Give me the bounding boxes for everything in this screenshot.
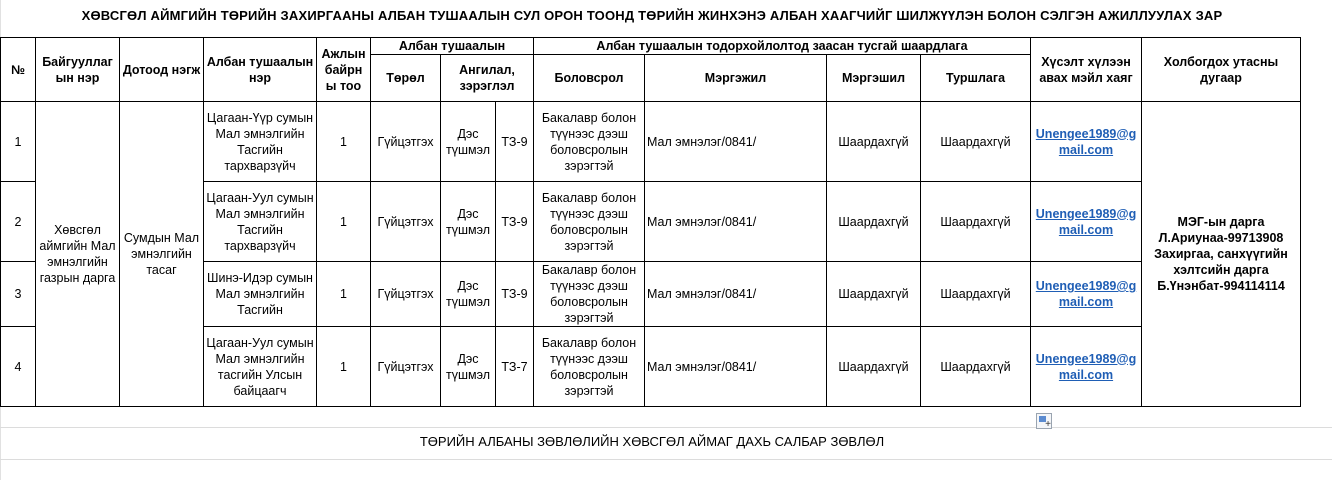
paste-options-icon[interactable] bbox=[1036, 413, 1052, 429]
email-link[interactable]: Unengee1989@gmail.com bbox=[1035, 351, 1137, 382]
header-experience[interactable]: Туршлага bbox=[921, 55, 1031, 102]
count-cell[interactable]: 1 bbox=[317, 327, 371, 407]
row-no[interactable]: 2 bbox=[1, 182, 36, 262]
type-cell[interactable]: Гүйцэтгэх bbox=[371, 182, 441, 262]
grade-cell[interactable]: ТЗ-9 bbox=[496, 262, 534, 327]
contact-line: МЭГ-ын дарга bbox=[1177, 215, 1265, 229]
header-class[interactable]: Ангилал, зэрэглэл bbox=[441, 55, 534, 102]
grade-cell[interactable]: ТЗ-9 bbox=[496, 182, 534, 262]
skill-cell[interactable]: Шаардахгүй bbox=[827, 182, 921, 262]
profession-cell[interactable]: Мал эмнэлэг/0841/ bbox=[645, 102, 827, 182]
class-cell[interactable]: Дэс түшмэл bbox=[441, 327, 496, 407]
header-group-position[interactable]: Албан тушаалын bbox=[371, 38, 534, 55]
gridline bbox=[0, 459, 1332, 460]
vacancy-table bbox=[0, 37, 1301, 407]
header-education[interactable]: Боловсрол bbox=[534, 55, 645, 102]
email-link[interactable]: Unengee1989@gmail.com bbox=[1035, 279, 1137, 309]
type-cell[interactable]: Гүйцэтгэх bbox=[371, 327, 441, 407]
experience-cell[interactable]: Шаардахгүй bbox=[921, 327, 1031, 407]
header-no[interactable]: № bbox=[1, 38, 36, 102]
profession-cell[interactable]: Мал эмнэлэг/0841/ bbox=[645, 262, 827, 327]
header-profession[interactable]: Мэргэжил bbox=[645, 55, 827, 102]
contact-line: Б.Үнэнбат-994114114 bbox=[1157, 279, 1285, 293]
contact-line: Л.Ариунаа-99713908 bbox=[1158, 231, 1284, 245]
email-cell bbox=[1031, 102, 1142, 182]
position-cell[interactable]: Цагаан-Уул сумын Мал эмнэлгийн Тасгийн тархварзүйч bbox=[204, 182, 317, 262]
header-position[interactable]: Албан тушаалын нэр bbox=[204, 38, 317, 102]
contact-line: Захиргаа, санхүүгийн хэлтсийн дарга bbox=[1154, 247, 1288, 277]
row-no[interactable]: 1 bbox=[1, 102, 36, 182]
skill-cell[interactable]: Шаардахгүй bbox=[827, 327, 921, 407]
header-phone[interactable]: Холбогдох утасны дугаар bbox=[1142, 38, 1301, 102]
class-cell[interactable]: Дэс түшмэл bbox=[441, 182, 496, 262]
count-cell[interactable]: 1 bbox=[317, 262, 371, 327]
count-cell[interactable]: 1 bbox=[317, 102, 371, 182]
education-cell[interactable]: Бакалавр болон түүнээс дээш боловсролын зэрэгтэй bbox=[534, 102, 645, 182]
education-cell[interactable]: Бакалавр болон түүнээс дээш боловсролын зэрэгтэй bbox=[534, 327, 645, 407]
header-type[interactable]: Төрөл bbox=[371, 55, 441, 102]
email-cell bbox=[1031, 182, 1142, 262]
row-no[interactable]: 3 bbox=[1, 262, 36, 327]
grade-cell[interactable]: ТЗ-7 bbox=[496, 327, 534, 407]
header-count[interactable]: Ажлын байрн ы тоо bbox=[317, 38, 371, 102]
class-cell[interactable]: Дэс түшмэл bbox=[441, 102, 496, 182]
plus-icon: + bbox=[1045, 419, 1051, 430]
profession-cell[interactable]: Мал эмнэлэг/0841/ bbox=[645, 182, 827, 262]
table-row bbox=[1, 102, 1301, 182]
footer-council[interactable]: ТӨРИЙН АЛБАНЫ ЗӨВЛӨЛИЙН ХӨВСГӨЛ АЙМАГ ДАХЬ САЛБАР ЗӨВЛӨЛ bbox=[419, 434, 885, 449]
type-cell[interactable]: Гүйцэтгэх bbox=[371, 102, 441, 182]
email-cell bbox=[1031, 262, 1142, 327]
row-no[interactable]: 4 bbox=[1, 327, 36, 407]
education-cell[interactable]: Бакалавр болон түүнээс дээш боловсролын зэрэгтэй bbox=[534, 182, 645, 262]
position-cell[interactable]: Шинэ-Идэр сумын Мал эмнэлгийн Тасгийн bbox=[204, 262, 317, 327]
email-cell bbox=[1031, 327, 1142, 407]
org-name-cell[interactable]: Хөвсгөл аймгийн Мал эмнэлгийн газрын дарга bbox=[36, 102, 120, 407]
experience-cell[interactable]: Шаардахгүй bbox=[921, 262, 1031, 327]
education-cell[interactable]: Бакалавр болон түүнээс дээш боловсролын зэрэгтэй bbox=[534, 262, 645, 327]
grade-cell[interactable]: ТЗ-9 bbox=[496, 102, 534, 182]
experience-cell[interactable]: Шаардахгүй bbox=[921, 102, 1031, 182]
skill-cell[interactable]: Шаардахгүй bbox=[827, 102, 921, 182]
email-link[interactable]: Unengee1989@gmail.com bbox=[1035, 206, 1137, 237]
class-cell[interactable]: Дэс түшмэл bbox=[441, 262, 496, 327]
header-unit[interactable]: Дотоод нэгж bbox=[120, 38, 204, 102]
header-group-requirements[interactable]: Албан тушаалын тодорхойлолтод заасан тусгай шаардлага bbox=[534, 38, 1031, 55]
email-link[interactable]: Unengee1989@gmail.com bbox=[1035, 126, 1137, 157]
header-email[interactable]: Хүсэлт хүлээн авах мэйл хаяг bbox=[1031, 38, 1142, 102]
gridline bbox=[0, 427, 1332, 428]
header-org[interactable]: Байгууллаг ын нэр bbox=[36, 38, 120, 102]
position-cell[interactable]: Цагаан-Үүр сумын Мал эмнэлгийн Тасгийн тархварзүйч bbox=[204, 102, 317, 182]
contact-cell[interactable] bbox=[1142, 102, 1301, 407]
skill-cell[interactable]: Шаардахгүй bbox=[827, 262, 921, 327]
profession-cell[interactable]: Мал эмнэлэг/0841/ bbox=[645, 327, 827, 407]
unit-name-cell[interactable]: Сумдын Мал эмнэлгийн тасаг bbox=[120, 102, 204, 407]
count-cell[interactable]: 1 bbox=[317, 182, 371, 262]
position-cell[interactable]: Цагаан-Уул сумын Мал эмнэлгийн тасгийн Улсын байцаагч bbox=[204, 327, 317, 407]
header-skill[interactable]: Мэргэшил bbox=[827, 55, 921, 102]
type-cell[interactable]: Гүйцэтгэх bbox=[371, 262, 441, 327]
document-title[interactable]: ХӨВСГӨЛ АЙМГИЙН ТӨРИЙН ЗАХИРГААНЫ АЛБАН ТУШААЛЫН СУЛ ОРОН ТООНД ТӨРИЙН ЖИНХЭНЭ АЛБАН ХААГЧИЙГ ШИЛЖҮҮЛЭН БОЛОН СЭЛГЭН АЖИЛЛУУЛАХ ЗАР bbox=[81, 8, 1223, 23]
experience-cell[interactable]: Шаардахгүй bbox=[921, 182, 1031, 262]
